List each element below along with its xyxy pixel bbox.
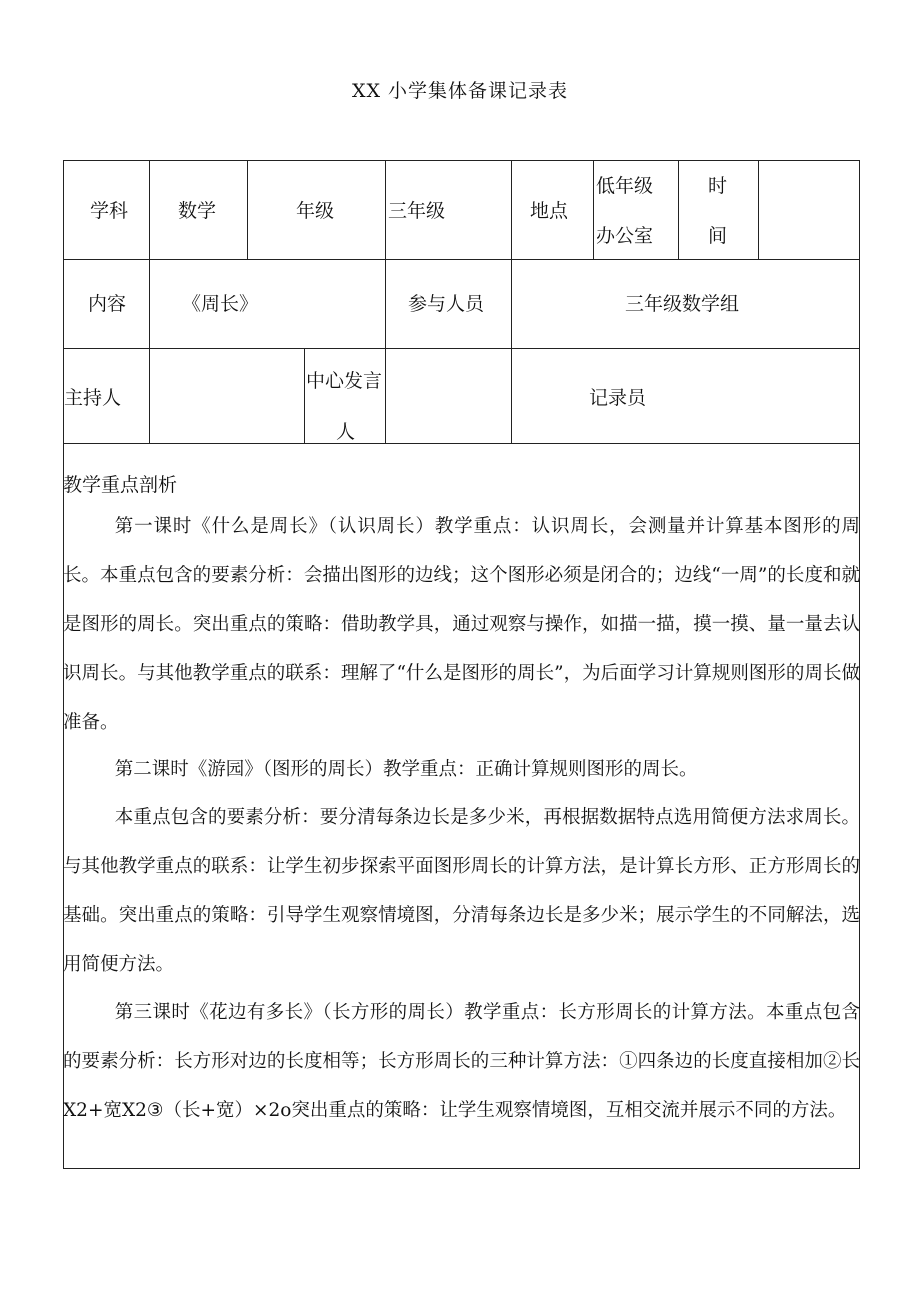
participants-label: 参与人员	[408, 293, 485, 315]
recorder-label: 记录员	[589, 387, 647, 409]
speaker-label-line1: 中心发言	[306, 370, 383, 392]
col-divider	[149, 161, 150, 259]
location-value-line1: 低年级	[596, 175, 654, 197]
time-label-line1: 时	[708, 175, 728, 197]
time-label-line2: 间	[708, 225, 728, 247]
col-divider	[511, 259, 512, 348]
grade-label: 年级	[296, 200, 335, 222]
speaker-label-line2: 人	[336, 421, 356, 443]
col-divider	[385, 161, 386, 259]
col-divider	[758, 161, 759, 259]
paragraph-lesson-2: 第二课时《游园》（图形的周长）教学重点：正确计算规则图形的周长。	[114, 759, 698, 780]
page-title: XX 小学集体备课记录表	[351, 80, 569, 102]
participants-value: 三年级数学组	[625, 293, 740, 315]
col-divider	[304, 348, 305, 443]
col-divider	[678, 161, 679, 259]
location-label: 地点	[530, 200, 569, 222]
analysis-heading: 教学重点剖析	[63, 474, 178, 496]
col-divider	[511, 348, 512, 443]
content-label: 内容	[88, 293, 127, 315]
col-divider	[385, 348, 386, 443]
row-divider-2	[64, 348, 859, 349]
row-divider-1	[64, 259, 859, 260]
paragraph-lesson-1: 第一课时《什么是周长》（认识周长）教学重点：认识周长，会测量并计算基本图形的周长。本重点包含的要素分析：会描出图形的边线；这个图形必须是闭合的；边线“一周”的长度和就是图形的周长。突出重点的策略：借助教学具，通过观察与操作，如描一描，摸一摸、量一量去认识周长。与其他教学重点的联系：理解了“什么是图形的周长”，为后面学习计算规则图形的周长做准备。	[63, 516, 860, 733]
col-divider	[593, 161, 594, 259]
subject-label: 学科	[90, 200, 129, 222]
subject-value: 数学	[178, 200, 217, 222]
col-divider	[247, 161, 248, 259]
grade-value: 三年级	[388, 200, 446, 222]
paragraph-lesson-2-analysis: 本重点包含的要素分析：要分清每条边长是多少米，再根据数据特点选用简便方法求周长。与其他教学重点的联系：让学生初步探索平面图形周长的计算方法，是计算长方形、正方形周长的基础。突出重点的策略：引导学生观察情境图，分清每条边长是多少米；展示学生的不同解法，选用简便方法。	[63, 807, 860, 975]
content-value: 《周长》	[182, 293, 259, 315]
col-divider	[511, 161, 512, 259]
col-divider	[149, 259, 150, 348]
row-divider-3	[64, 443, 859, 444]
col-divider	[149, 348, 150, 443]
col-divider	[385, 259, 386, 348]
location-value-line2: 办公室	[596, 225, 654, 247]
host-label: 主持人	[64, 387, 122, 409]
paragraph-lesson-3: 第三课时《花边有多长》（长方形的周长）教学重点：长方形周长的计算方法。本重点包含的要素分析：长方形对边的长度相等；长方形周长的三种计算方法：①四条边的长度直接相加②长X2+宽X2③（长+宽）×2o突出重点的策略：让学生观察情境图，互相交流并展示不同的方法。	[63, 1002, 860, 1121]
